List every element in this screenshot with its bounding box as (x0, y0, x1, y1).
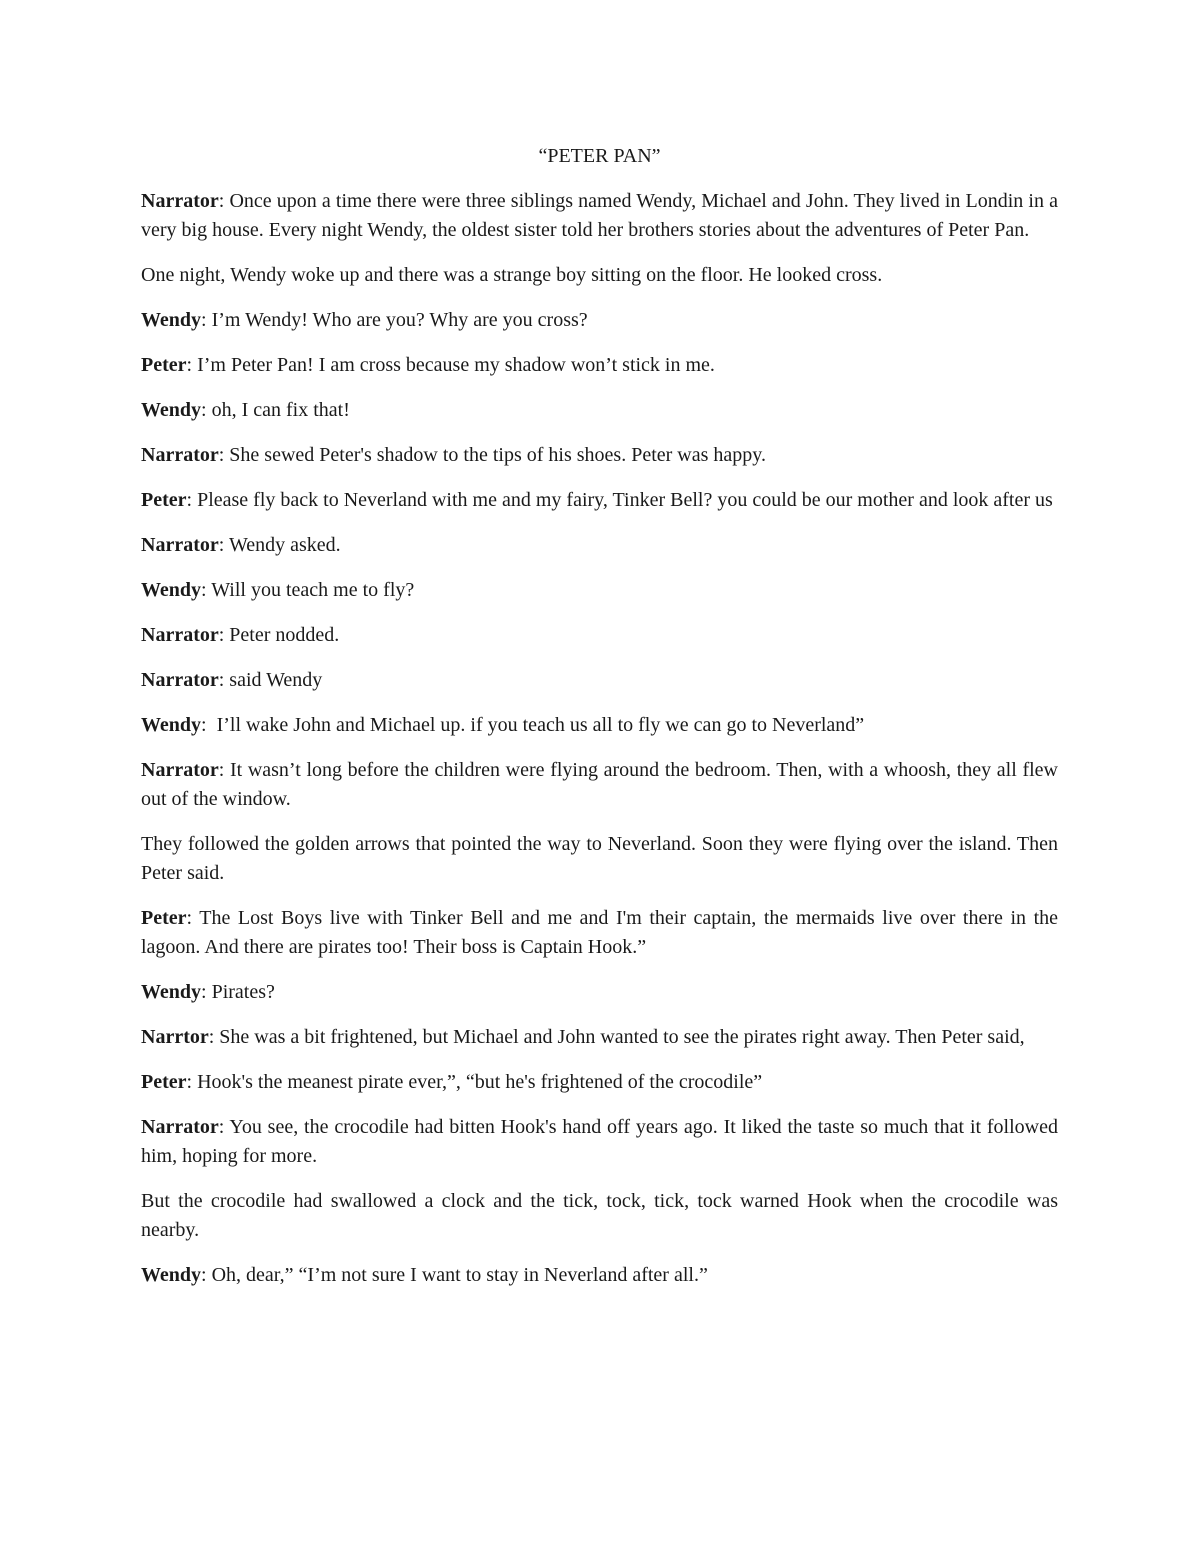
dialogue-line (141, 576, 1058, 605)
paragraph-text: I’ll wake John and Michael up. if you teach us all to fly we can go to Neverland” (216, 714, 865, 736)
paragraph-text: Once upon a time there were three siblings named Wendy, Michael and John. They lived in Londin in a very big house. Every night Wendy, the oldest sister told her brothers stories about the adventures of Peter Pan. (141, 190, 1058, 241)
paragraph-text: One night, Wendy woke up and there was a strange boy sitting on the floor. He looked cross. (141, 264, 883, 286)
speaker-name: Narrator (141, 1116, 219, 1138)
speaker-separator: : (186, 1071, 198, 1093)
dialogue-line (141, 486, 1058, 515)
speaker-separator: : (201, 714, 217, 736)
dialogue-line (141, 306, 1058, 335)
speaker-separator: : (186, 354, 198, 376)
dialogue-line (141, 1023, 1058, 1052)
speaker-name: Narrator (141, 534, 219, 556)
speaker-name: Narrator (141, 190, 219, 212)
speaker-name: Peter (141, 354, 187, 376)
dialogue-line (141, 621, 1058, 650)
dialogue-line (141, 1068, 1058, 1097)
document-page (141, 142, 1058, 1306)
paragraph-text: said Wendy (229, 669, 323, 691)
speaker-separator: : (218, 669, 230, 691)
narration-paragraph (141, 1187, 1058, 1245)
dialogue-line (141, 351, 1058, 380)
speaker-separator: : (218, 534, 229, 556)
dialogue-line (141, 756, 1058, 814)
paragraph-text: Please fly back to Neverland with me and my fairy, Tinker Bell? you could be our mother and look after us (197, 489, 1053, 511)
paragraph-text: But the crocodile had swallowed a clock and the tick, tock, tick, tock warned Hook when the crocodile was nearby. (141, 1190, 1058, 1241)
speaker-separator: : (201, 981, 212, 1003)
paragraph-text: She was a bit frightened, but Michael and John wanted to see the pirates right away. Then Peter said, (219, 1026, 1025, 1048)
speaker-separator: : (218, 444, 230, 466)
speaker-separator: : (218, 624, 230, 646)
dialogue-line (141, 531, 1058, 560)
speaker-name: Peter (141, 1071, 187, 1093)
dialogue-line (141, 1113, 1058, 1171)
speaker-separator: : (218, 759, 230, 781)
speaker-name: Narrator (141, 444, 219, 466)
speaker-separator: : (201, 1264, 212, 1286)
dialogue-line (141, 904, 1058, 962)
speaker-separator: : (218, 1116, 230, 1138)
dialogue-line (141, 711, 1058, 740)
narration-paragraph (141, 261, 1058, 290)
paragraph-text: The Lost Boys live with Tinker Bell and me and I'm their captain, the mermaids live over there in the lagoon. And there are pirates too! Their boss is Captain Hook.” (141, 907, 1058, 958)
speaker-name: Wendy (141, 579, 202, 601)
paragraph-text: They followed the golden arrows that pointed the way to Neverland. Soon they were flying over the island. Then Peter said. (141, 833, 1058, 884)
paragraph-text: Hook's the meanest pirate ever,”, “but he's frightened of the crocodile” (197, 1071, 763, 1093)
speaker-name: Narrator (141, 624, 219, 646)
paragraph-text: She sewed Peter's shadow to the tips of his shoes. Peter was happy. (229, 444, 766, 466)
speaker-separator: : (201, 399, 212, 421)
speaker-name: Peter (141, 907, 187, 929)
speaker-name: Wendy (141, 399, 202, 421)
dialogue-line (141, 978, 1058, 1007)
paragraph-text: Wendy asked. (228, 534, 341, 556)
speaker-separator: : (201, 309, 212, 331)
dialogue-line (141, 666, 1058, 695)
paragraph-text: oh, I can fix that! (211, 399, 350, 421)
document-title: “PETER PAN” (538, 145, 661, 167)
paragraph-text: It wasn’t long before the children were flying around the bedroom. Then, with a whoosh, they all flew out of the window. (141, 759, 1058, 810)
speaker-separator: : (186, 489, 198, 511)
speaker-name: Narrator (141, 669, 219, 691)
speaker-name: Wendy (141, 714, 202, 736)
speaker-separator: : (186, 907, 200, 929)
speaker-name: Peter (141, 489, 187, 511)
speaker-separator: : (201, 579, 212, 601)
paragraph-text: Pirates? (211, 981, 275, 1003)
speaker-name: Wendy (141, 309, 202, 331)
paragraph-text: I’m Wendy! Who are you? Why are you cross? (211, 309, 588, 331)
speaker-name: Narrator (141, 759, 219, 781)
speaker-separator: : (218, 190, 230, 212)
speaker-name: Wendy (141, 981, 202, 1003)
paragraph-text: Oh, dear,” “I’m not sure I want to stay in Neverland after all.” (211, 1264, 708, 1286)
speaker-name: Narrtor (141, 1026, 209, 1048)
dialogue-line (141, 1261, 1058, 1290)
script-body (141, 187, 1058, 1290)
dialogue-line (141, 441, 1058, 470)
dialogue-line (141, 396, 1058, 425)
paragraph-text: I’m Peter Pan! I am cross because my shadow won’t stick in me. (197, 354, 715, 376)
speaker-separator: : (208, 1026, 220, 1048)
paragraph-text: Peter nodded. (229, 624, 340, 646)
paragraph-text: Will you teach me to fly? (211, 579, 415, 601)
paragraph-text: You see, the crocodile had bitten Hook's hand off years ago. It liked the taste so much that it followed him, hoping for more. (141, 1116, 1058, 1167)
dialogue-line (141, 187, 1058, 245)
narration-paragraph (141, 830, 1058, 888)
speaker-name: Wendy (141, 1264, 202, 1286)
